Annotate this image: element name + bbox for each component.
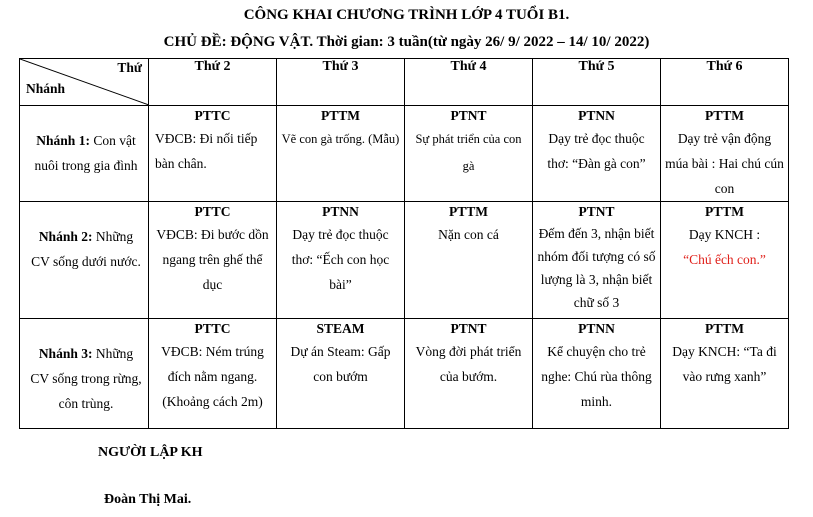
activity-code: PTTM <box>449 204 488 219</box>
branch-label: Nhánh 2: <box>38 229 93 244</box>
signer-role: NGƯỜI LẬP KH <box>98 445 203 460</box>
day-header-tue: Thứ 3 <box>277 59 405 106</box>
activity-cell <box>149 202 277 319</box>
activity-text: Dạy trẻ vận động múa bài : Hai chú cún con <box>665 131 784 196</box>
activity-text: Dự án Steam: Gấp con bướm <box>290 344 391 384</box>
schedule-table <box>19 58 789 429</box>
activity-code: PTNT <box>450 108 487 123</box>
table-row <box>20 319 789 429</box>
activity-code: PTNN <box>578 108 615 123</box>
activity-code: STEAM <box>316 321 365 336</box>
activity-text: Vẽ con gà trống. (Mẫu) <box>281 132 400 146</box>
activity-text: VĐCB: Đi nối tiếp bàn chân. <box>155 131 258 171</box>
activity-cell <box>149 106 277 202</box>
activity-text: VĐCB: Ném trúng đích nằm ngang. (Khoảng cách 2m) <box>161 344 264 409</box>
activity-cell <box>405 202 533 319</box>
day-header-wed: Thứ 4 <box>405 59 533 106</box>
branch-cell <box>20 202 149 319</box>
activity-text: Dạy KNCH: “Ta đi vào rưng xanh” <box>672 344 777 384</box>
activity-code: PTNT <box>578 204 615 219</box>
branch-label: Nhánh 1: <box>36 133 90 148</box>
activity-code: PTTM <box>705 321 744 336</box>
branch-text: Những CV sống dưới nước. <box>31 229 141 269</box>
activity-cell <box>277 202 405 319</box>
activity-code: PTNT <box>450 321 487 336</box>
activity-cell <box>533 319 661 429</box>
header-row <box>20 59 789 106</box>
activity-code: PTTM <box>705 108 744 123</box>
activity-cell <box>661 106 789 202</box>
branch-cell <box>20 106 149 202</box>
activity-code: PTTC <box>194 108 231 123</box>
corner-day-label: Thứ <box>117 60 142 75</box>
table-row <box>20 202 789 319</box>
activity-cell <box>277 319 405 429</box>
activity-code: PTTM <box>705 204 744 219</box>
activity-code: PTNN <box>322 204 359 219</box>
activity-cell <box>533 106 661 202</box>
activity-text: Dạy trẻ đọc thuộc thơ: “Đàn gà con” <box>547 131 646 171</box>
activity-code: PTTC <box>194 321 231 336</box>
table-row <box>20 106 789 202</box>
activity-cell <box>661 319 789 429</box>
document-title: CÔNG KHAI CHƯƠNG TRÌNH LỚP 4 TUỔI B1. <box>243 7 570 23</box>
signer-name: Đoàn Thị Mai. <box>104 492 192 507</box>
activity-text: Dạy KNCH : <box>688 227 761 242</box>
activity-text: Dạy trẻ đọc thuộc thơ: “Ếch con học bài” <box>291 227 390 292</box>
branch-label: Nhánh 3: <box>38 346 93 361</box>
activity-code: PTTM <box>321 108 360 123</box>
activity-text: Kể chuyện cho trẻ nghe: Chú rùa thông minh. <box>541 344 652 409</box>
activity-text: Sự phát triển của con gà <box>415 132 522 173</box>
activity-cell <box>149 319 277 429</box>
activity-text: VĐCB: Đi bước dồn ngang trên ghế thể dục <box>156 227 269 292</box>
activity-cell <box>533 202 661 319</box>
day-header-thu: Thứ 5 <box>533 59 661 106</box>
activity-cell <box>661 202 789 319</box>
day-header-fri: Thứ 6 <box>661 59 789 106</box>
branch-cell <box>20 319 149 429</box>
document-subtitle: CHỦ ĐỀ: ĐỘNG VẬT. Thời gian: 3 tuần(từ ngày 26/ 9/ 2022 – 14/ 10/ 2022) <box>163 34 650 50</box>
activity-cell <box>405 319 533 429</box>
activity-text: Đếm đến 3, nhận biết nhóm đối tượng có số lượng là 3, nhận biết chữ số 3 <box>537 226 656 310</box>
branch-text: Con vật nuôi trong gia đình <box>34 133 138 173</box>
activity-text: Vòng đời phát triển của bướm. <box>415 344 522 384</box>
corner-cell <box>20 59 149 106</box>
corner-branch-label: Nhánh <box>26 81 66 96</box>
activity-text: Nặn con cá <box>438 227 499 242</box>
activity-cell <box>277 106 405 202</box>
activity-text-highlight: “Chú ếch con.” <box>683 252 766 267</box>
activity-cell <box>405 106 533 202</box>
activity-code: PTTC <box>194 204 231 219</box>
branch-text: Những CV sống trong rừng, côn trùng. <box>30 346 142 411</box>
activity-code: PTNN <box>578 321 615 336</box>
day-header-mon: Thứ 2 <box>149 59 277 106</box>
